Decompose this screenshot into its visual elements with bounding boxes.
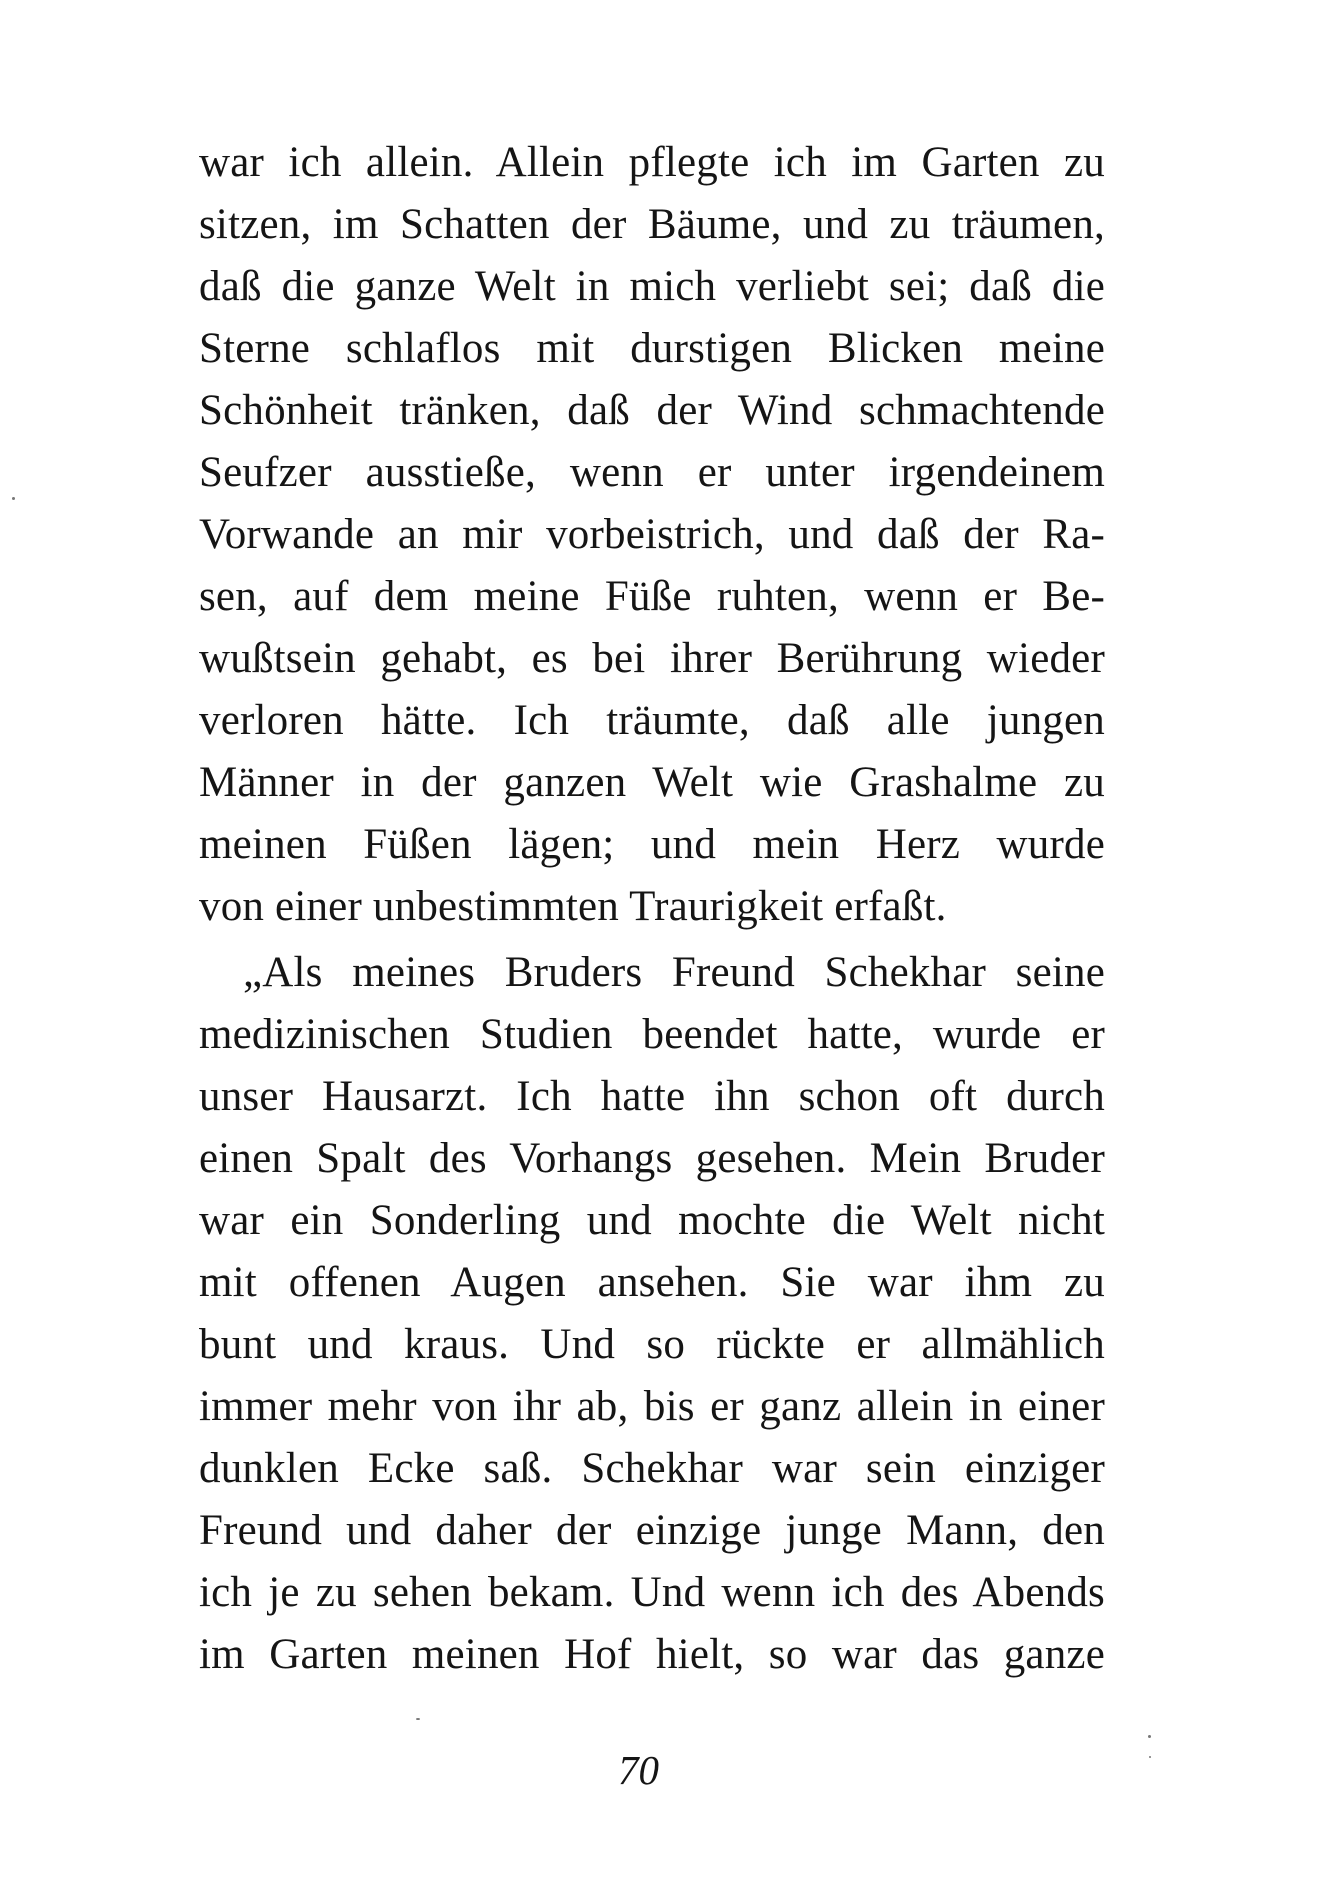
text-line: wußtsein gehabt, es bei ihrer Berührung wieder	[199, 635, 1105, 682]
text-line: unser Hausarzt. Ich hatte ihn schon oft durch	[199, 1073, 1105, 1120]
text-line: Vorwande an mir vorbeistrich, und daß der Ra-	[199, 511, 1105, 558]
scan-speck	[12, 497, 15, 500]
text-line: im Garten meinen Hof hielt, so war das ganze	[199, 1631, 1105, 1678]
text-line: immer mehr von ihr ab, bis er ganz allein in einer	[199, 1383, 1105, 1430]
text-line: Schönheit tränken, daß der Wind schmachtende	[199, 387, 1105, 434]
paragraph-first-line: „Als meines Bruders Freund Schekhar seine	[243, 949, 1105, 996]
text-line: ich je zu sehen bekam. Und wenn ich des Abends	[199, 1569, 1105, 1616]
text-line: Sterne schlaflos mit durstigen Blicken meine	[199, 325, 1105, 372]
text-line: medizinischen Studien beendet hatte, wurde er	[199, 1011, 1105, 1058]
text-line: daß die ganze Welt in mich verliebt sei; daß die	[199, 263, 1105, 310]
page-number: 70	[618, 1747, 659, 1793]
text-line: dunklen Ecke saß. Schekhar war sein einziger	[199, 1445, 1105, 1492]
text-line: Freund und daher der einzige junge Mann, den	[199, 1507, 1105, 1554]
text-line: sitzen, im Schatten der Bäume, und zu träumen,	[199, 201, 1105, 248]
text-line: Seufzer ausstieße, wenn er unter irgendeinem	[199, 449, 1105, 496]
body-text	[199, 132, 1105, 1686]
text-line: einen Spalt des Vorhangs gesehen. Mein Bruder	[199, 1135, 1105, 1182]
text-line: Männer in der ganzen Welt wie Grashalme zu	[199, 759, 1105, 806]
text-line: meinen Füßen lägen; und mein Herz wurde	[199, 821, 1105, 868]
text-line: bunt und kraus. Und so rückte er allmählich	[199, 1321, 1105, 1368]
text-line: war ein Sonderling und mochte die Welt nicht	[199, 1197, 1105, 1244]
text-line: mit offenen Augen ansehen. Sie war ihm zu	[199, 1259, 1105, 1306]
text-line: verloren hätte. Ich träumte, daß alle jungen	[199, 697, 1105, 744]
scan-speck	[1149, 1756, 1151, 1758]
text-line: war ich allein. Allein pflegte ich im Garten zu	[199, 139, 1105, 186]
text-line: sen, auf dem meine Füße ruhten, wenn er Be-	[199, 573, 1105, 620]
scan-speck	[1148, 1735, 1151, 1738]
scan-speck	[416, 1718, 420, 1720]
paragraph-last-line: von einer unbestimmten Traurigkeit erfaßt.	[199, 883, 947, 930]
